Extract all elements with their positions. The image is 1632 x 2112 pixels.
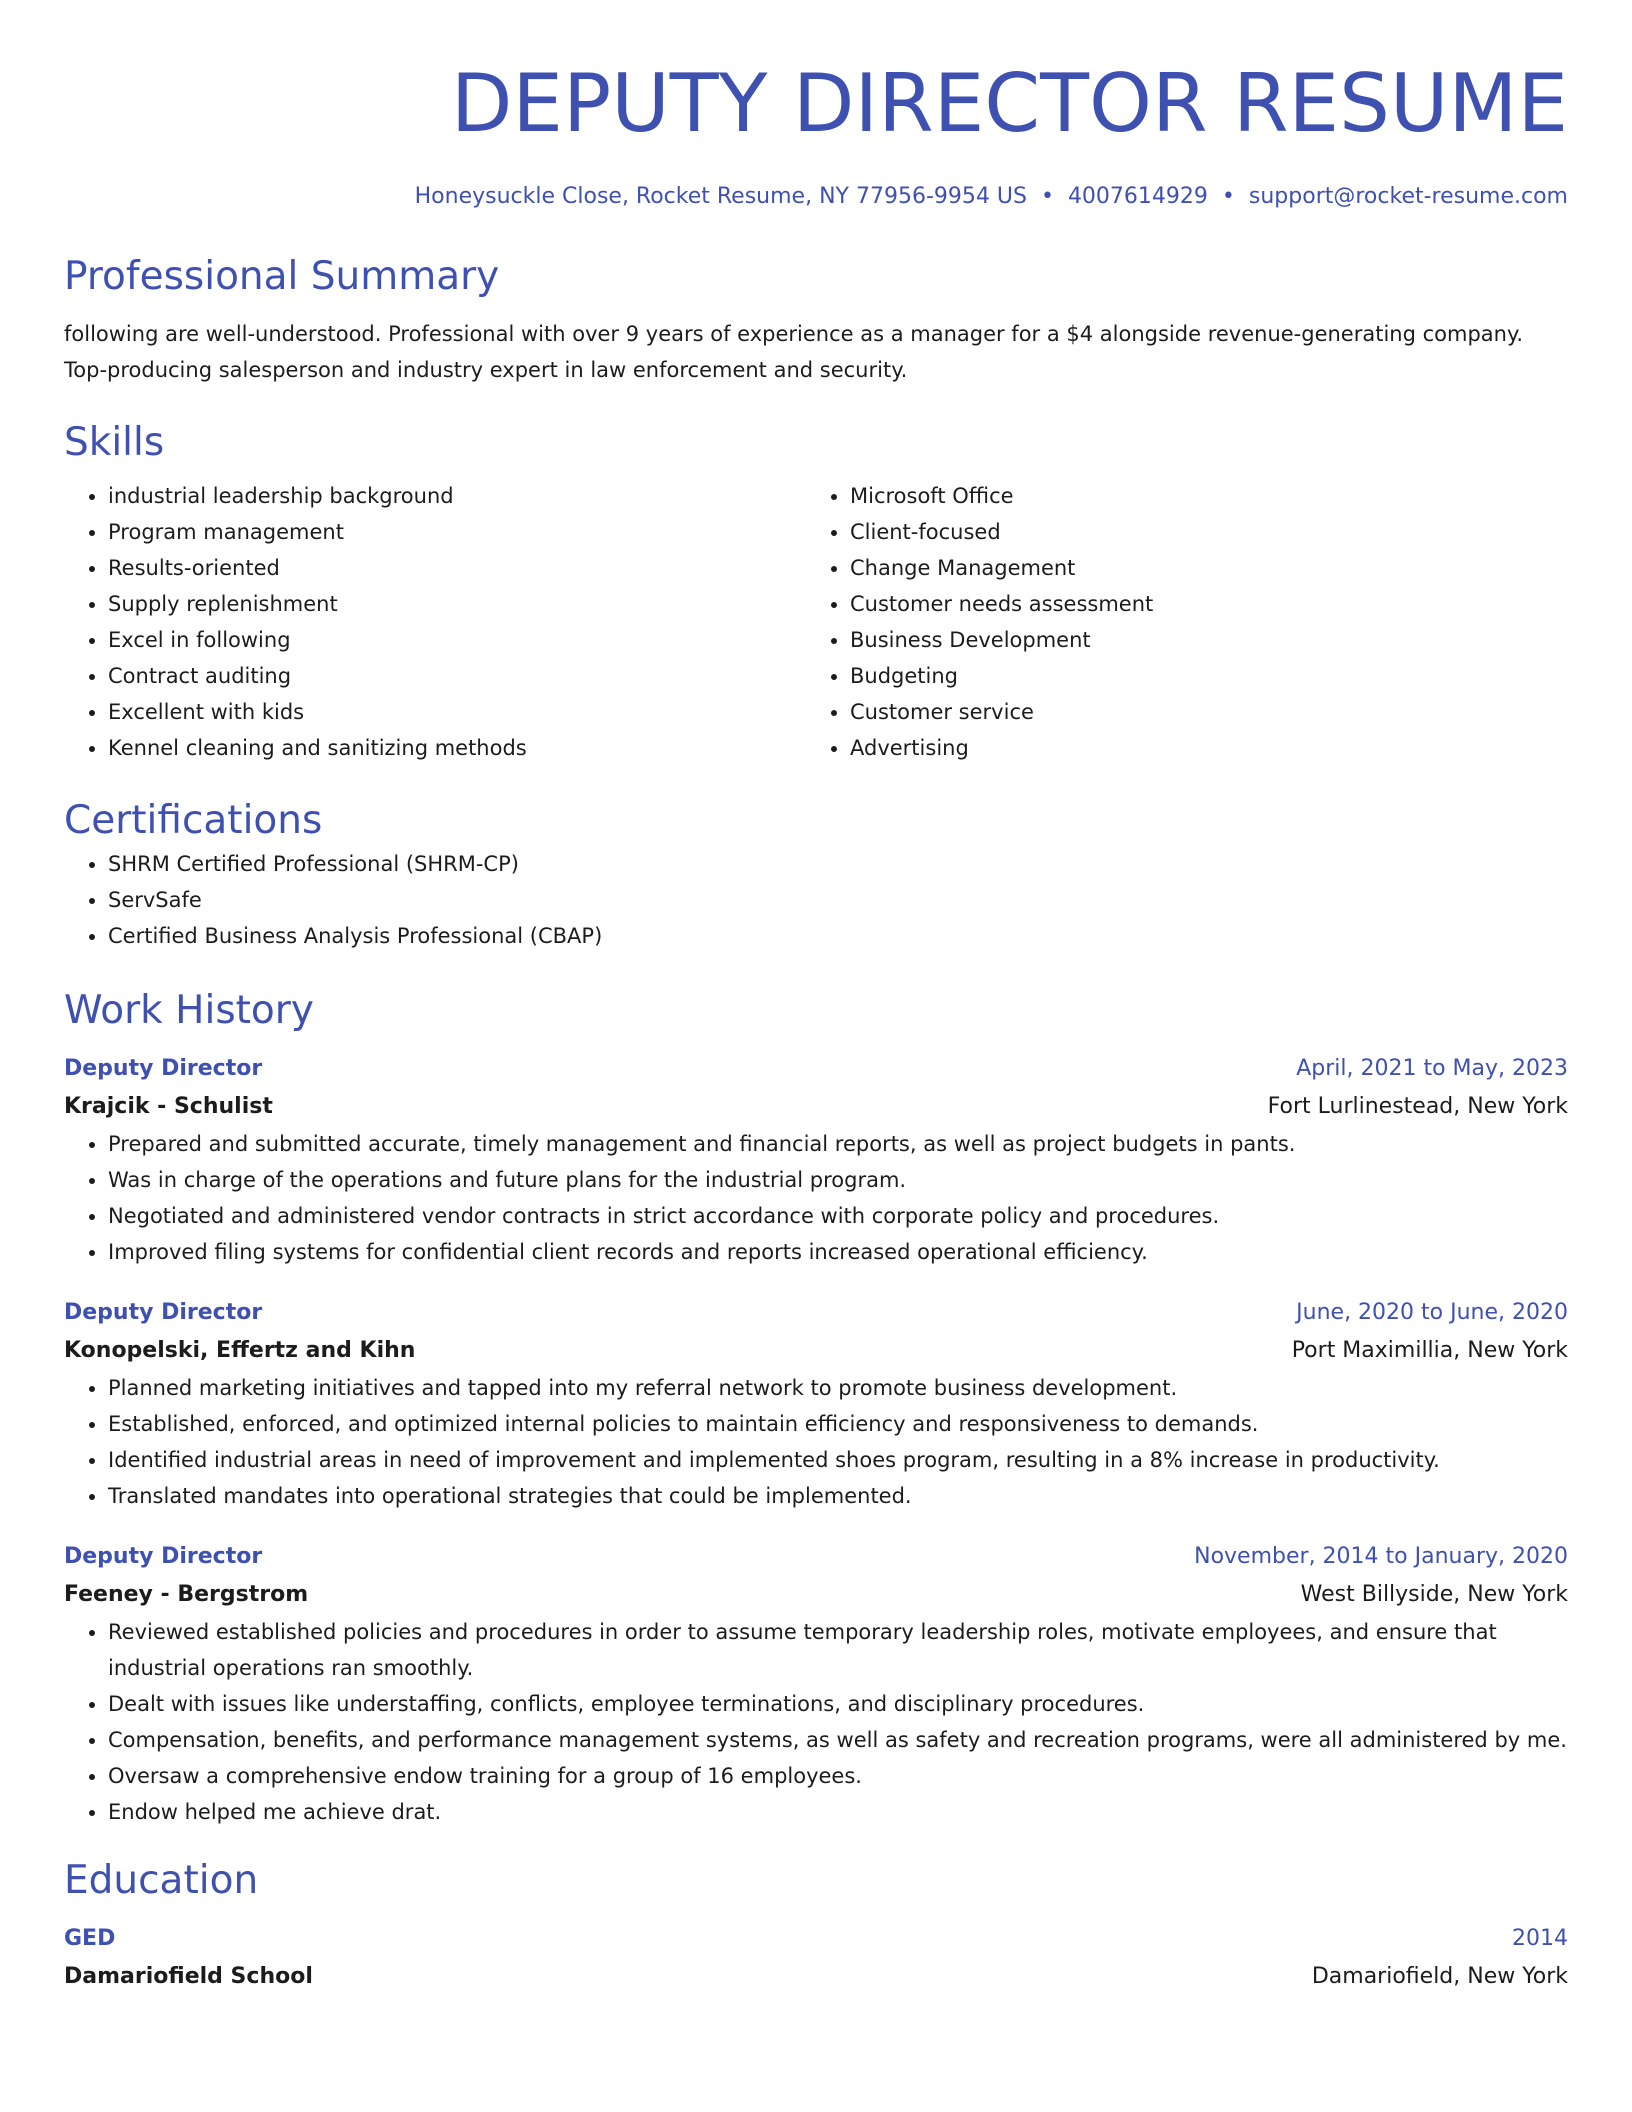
job-header-row xyxy=(64,1538,1568,1576)
certification-item: • ServSafe xyxy=(108,882,1568,918)
job-bullet: • Improved filing systems for confidential client records and reports increased operational efficiency. xyxy=(108,1234,1568,1270)
job-entry xyxy=(64,1050,1568,1270)
skill-item: • Program management xyxy=(108,514,806,550)
job-location: Fort Lurlinestead, New York xyxy=(1267,1094,1568,1119)
job-bullet: • Identified industrial areas in need of improvement and implemented shoes program, resulting in a 8% increase in productivity. xyxy=(108,1442,1568,1478)
job-bullet: • Compensation, benefits, and performance management systems, as well as safety and recreation programs, were all administered by me. xyxy=(108,1722,1568,1758)
skill-item: • Budgeting xyxy=(850,658,1548,694)
resume-page xyxy=(64,0,1568,1996)
job-header-row xyxy=(64,1294,1568,1332)
job-bullet: • Reviewed established policies and procedures in order to assume temporary leadership roles, motivate employees, and ensure that industrial operations ran smoothly. xyxy=(108,1614,1568,1686)
education-school: Damariofield School xyxy=(64,1964,313,1989)
skill-item: • Customer service xyxy=(850,694,1548,730)
contact-address: Honeysuckle Close, Rocket Resume, NY 77956-9954 US xyxy=(414,184,1027,209)
skill-item: • Business Development xyxy=(850,622,1548,658)
skills-columns xyxy=(64,478,1568,766)
certification-item: • SHRM Certified Professional (SHRM-CP) xyxy=(108,846,1568,882)
skill-item: • Excellent with kids xyxy=(108,694,806,730)
job-bullet: • Planned marketing initiatives and tapped into my referral network to promote business development. xyxy=(108,1370,1568,1406)
job-title: Deputy Director xyxy=(64,1300,263,1325)
contact-line xyxy=(64,182,1568,212)
skills-heading: Skills xyxy=(64,420,165,465)
skill-item: • Kennel cleaning and sanitizing methods xyxy=(108,730,806,766)
skills-column-right xyxy=(806,478,1548,766)
education-location: Damariofield, New York xyxy=(1311,1964,1568,1989)
education-school-row xyxy=(64,1958,1568,1996)
contact-email: support@rocket-resume.com xyxy=(1248,184,1568,209)
job-bullet: • Prepared and submitted accurate, timely management and financial reports, as well as project budgets in pants. xyxy=(108,1126,1568,1162)
job-company-row xyxy=(64,1332,1568,1370)
skill-item: • Change Management xyxy=(850,550,1548,586)
contact-separator: • xyxy=(1040,184,1054,209)
skills-list-left xyxy=(64,478,806,766)
contact-separator: • xyxy=(1221,184,1235,209)
job-location: West Billyside, New York xyxy=(1300,1582,1568,1607)
skill-item: • Microsoft Office xyxy=(850,478,1548,514)
skills-column-left xyxy=(64,478,806,766)
education-year: 2014 xyxy=(1512,1926,1568,1951)
education-degree: GED xyxy=(64,1926,116,1951)
skill-item: • Customer needs assessment xyxy=(850,586,1548,622)
certifications-list xyxy=(64,846,1568,954)
job-bullets xyxy=(64,1370,1568,1514)
skill-item: • Results-oriented xyxy=(108,550,806,586)
skill-item: • Advertising xyxy=(850,730,1548,766)
skill-item: • Client-focused xyxy=(850,514,1548,550)
job-bullet: • Dealt with issues like understaffing, conflicts, employee terminations, and disciplinary procedures. xyxy=(108,1686,1568,1722)
education-heading: Education xyxy=(64,1858,259,1903)
job-company-row xyxy=(64,1576,1568,1614)
job-bullets xyxy=(64,1614,1568,1830)
job-bullet: • Endow helped me achieve drat. xyxy=(108,1794,1568,1830)
job-company-row xyxy=(64,1088,1568,1126)
summary-text: following are well-understood. Professional with over 9 years of experience as a manager for a $4 alongside revenue-generating company. Top-producing salesperson and industry expert in law enforcement and security. xyxy=(64,322,1524,382)
skills-list-right xyxy=(806,478,1548,766)
skill-item: • Excel in following xyxy=(108,622,806,658)
certification-item: • Certified Business Analysis Professional (CBAP) xyxy=(108,918,1568,954)
summary-heading: Professional Summary xyxy=(64,254,500,299)
contact-phone: 4007614929 xyxy=(1067,184,1208,209)
education-header-row xyxy=(64,1920,1568,1958)
education-entry xyxy=(64,1920,1568,1996)
certifications-heading: Certifications xyxy=(64,798,323,843)
job-bullet: • Established, enforced, and optimized internal policies to maintain efficiency and responsiveness to demands. xyxy=(108,1406,1568,1442)
skill-item: • Supply replenishment xyxy=(108,586,806,622)
job-company: Konopelski, Effertz and Kihn xyxy=(64,1338,416,1363)
job-bullet: • Was in charge of the operations and future plans for the industrial program. xyxy=(108,1162,1568,1198)
job-entry xyxy=(64,1294,1568,1514)
work-history-heading: Work History xyxy=(64,988,314,1033)
job-company: Krajcik - Schulist xyxy=(64,1094,273,1119)
job-bullets xyxy=(64,1126,1568,1270)
job-bullet: • Oversaw a comprehensive endow training for a group of 16 employees. xyxy=(108,1758,1568,1794)
job-bullet: • Translated mandates into operational strategies that could be implemented. xyxy=(108,1478,1568,1514)
job-title: Deputy Director xyxy=(64,1544,263,1569)
job-bullet: • Negotiated and administered vendor contracts in strict accordance with corporate policy and procedures. xyxy=(108,1198,1568,1234)
resume-title: DEPUTY DIRECTOR RESUME xyxy=(450,57,1568,150)
job-dates: June, 2020 to June, 2020 xyxy=(1296,1300,1568,1325)
job-location: Port Maximillia, New York xyxy=(1291,1338,1568,1363)
skill-item: • industrial leadership background xyxy=(108,478,806,514)
job-company: Feeney - Bergstrom xyxy=(64,1582,309,1607)
job-entry xyxy=(64,1538,1568,1830)
job-dates: April, 2021 to May, 2023 xyxy=(1296,1056,1568,1081)
job-title: Deputy Director xyxy=(64,1056,263,1081)
job-dates: November, 2014 to January, 2020 xyxy=(1194,1544,1568,1569)
job-header-row xyxy=(64,1050,1568,1088)
skill-item: • Contract auditing xyxy=(108,658,806,694)
